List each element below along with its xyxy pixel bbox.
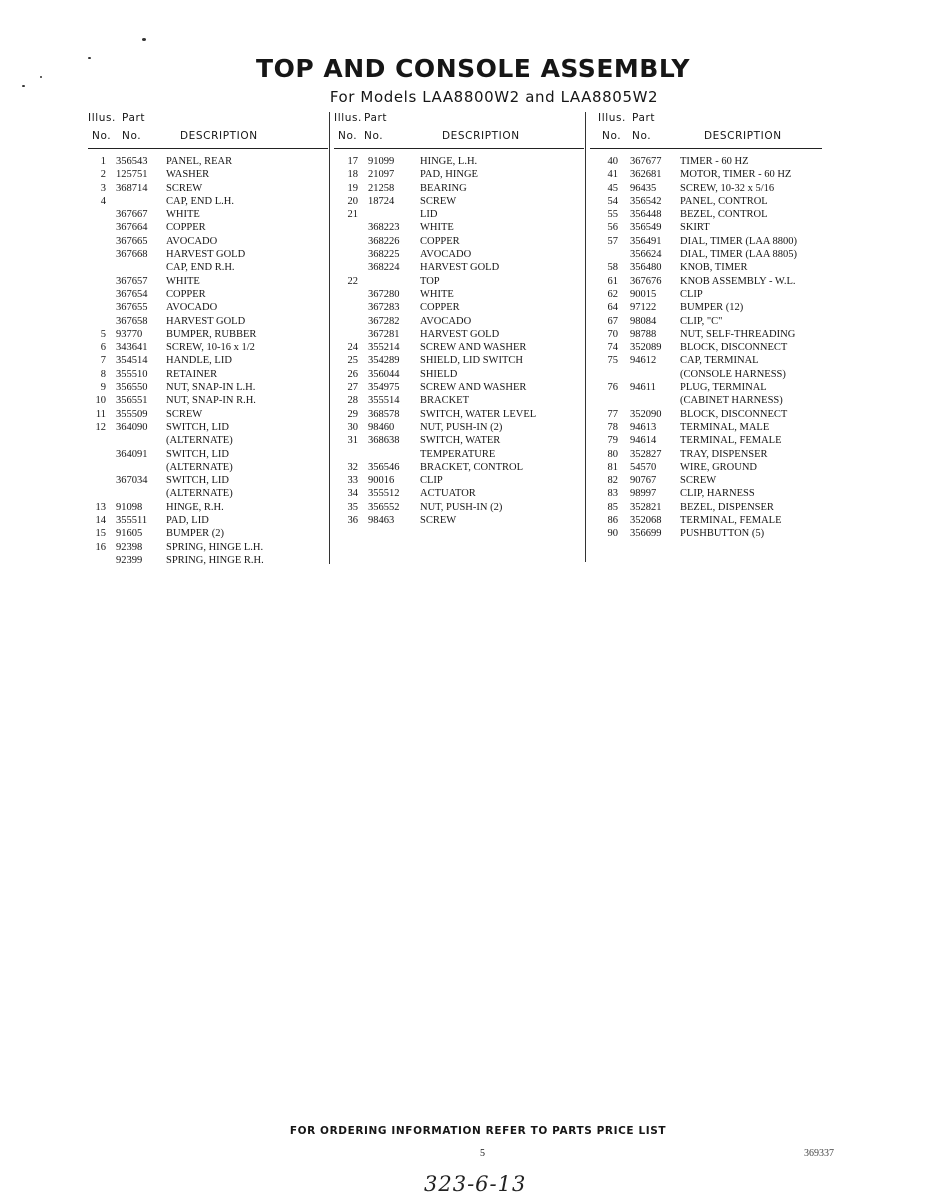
part-number: 94612 xyxy=(630,355,657,367)
part-number: 96435 xyxy=(630,182,657,194)
part-description: SHIELD xyxy=(420,368,458,380)
part-description: PAD, LID xyxy=(166,515,209,527)
part-number: 362681 xyxy=(630,169,662,181)
illus-number: 10 xyxy=(95,395,106,407)
illus-number: 81 xyxy=(607,461,618,473)
illus-number: 80 xyxy=(607,448,618,460)
part-number: 94614 xyxy=(630,435,657,447)
part-description: SWITCH, WATER LEVEL xyxy=(420,408,537,420)
part-description: DIAL, TIMER (LAA 8805) xyxy=(680,249,798,261)
page-number: 5 xyxy=(480,1148,485,1159)
illus-number: 5 xyxy=(100,328,106,340)
part-description: NUT, PUSH-IN (2) xyxy=(420,421,503,433)
part-header-bottom: No. xyxy=(364,130,384,142)
illus-number: 41 xyxy=(607,169,618,181)
part-number: 367654 xyxy=(116,288,148,300)
illus-number: 28 xyxy=(347,395,358,407)
illus-number: 18 xyxy=(347,169,358,181)
part-description: WASHER xyxy=(166,169,210,181)
part-number: 355510 xyxy=(116,368,148,380)
illus-number: 26 xyxy=(347,368,358,380)
illus-number: 85 xyxy=(607,501,618,513)
header-rule xyxy=(88,148,328,149)
part-number: 354514 xyxy=(116,355,148,367)
illus-number: 86 xyxy=(607,515,618,527)
illus-number: 56 xyxy=(607,222,618,234)
document-number: 369337 xyxy=(804,1148,834,1159)
part-description: NUT, SNAP-IN R.H. xyxy=(166,395,256,407)
part-description: SCREW xyxy=(420,195,457,207)
part-description: PANEL, REAR xyxy=(166,156,233,167)
part-description: TEMPERATURE xyxy=(420,448,496,460)
part-description: CLIP xyxy=(420,475,443,487)
part-number: 364091 xyxy=(116,448,148,460)
illus-number: 3 xyxy=(100,182,106,194)
illus-number: 58 xyxy=(607,262,618,274)
illus-number: 4 xyxy=(100,195,106,207)
part-header-top: Part xyxy=(364,112,388,124)
part-description: HINGE, R.H. xyxy=(166,501,224,513)
part-number: 356546 xyxy=(368,461,400,473)
part-description: TOP xyxy=(420,275,440,287)
illus-number: 25 xyxy=(347,355,358,367)
part-description: (CABINET HARNESS) xyxy=(680,395,783,407)
illus-number: 31 xyxy=(347,435,358,447)
part-number: 364090 xyxy=(116,421,148,433)
part-number: 367664 xyxy=(116,222,148,234)
illus-number: 77 xyxy=(607,408,618,420)
part-description: SWITCH, LID xyxy=(166,421,229,433)
part-description: BLOCK, DISCONNECT xyxy=(680,408,788,420)
illus-number: 11 xyxy=(95,408,106,420)
illus-number: 64 xyxy=(607,302,618,314)
part-header-bottom: No. xyxy=(122,130,142,142)
part-description: HARVEST GOLD xyxy=(166,249,246,261)
illus-number: 79 xyxy=(607,435,618,447)
part-number: 367034 xyxy=(116,475,148,487)
part-number: 352827 xyxy=(630,448,662,460)
part-number: 18724 xyxy=(368,195,395,207)
part-number: 367665 xyxy=(116,235,148,247)
part-description: WIRE, GROUND xyxy=(680,461,757,473)
part-description: (ALTERNATE) xyxy=(166,461,233,473)
part-description: SPRING, HINGE R.H. xyxy=(166,554,264,566)
scan-speck xyxy=(22,85,25,87)
part-number: 90015 xyxy=(630,288,657,300)
part-number: 21097 xyxy=(368,169,395,181)
part-description: SCREW xyxy=(680,475,717,487)
part-number: 355511 xyxy=(116,515,148,527)
illus-number: 62 xyxy=(607,288,618,300)
part-description: AVOCADO xyxy=(420,249,472,261)
part-number: 368225 xyxy=(368,249,400,261)
part-number: 356044 xyxy=(368,368,400,380)
part-number: 91099 xyxy=(368,156,395,167)
part-description: BRACKET xyxy=(420,395,470,407)
part-number: 367281 xyxy=(368,328,400,340)
part-number: 90016 xyxy=(368,475,395,487)
part-description: SKIRT xyxy=(680,222,710,234)
part-description: SWITCH, LID xyxy=(166,475,229,487)
description-header: DESCRIPTION xyxy=(180,130,258,142)
part-description: HARVEST GOLD xyxy=(166,315,246,327)
part-number: 368223 xyxy=(368,222,400,234)
part-number: 90767 xyxy=(630,475,657,487)
illus-number: 9 xyxy=(100,382,106,394)
part-description: SCREW xyxy=(166,182,203,194)
part-number: 91098 xyxy=(116,501,143,513)
part-description: (ALTERNATE) xyxy=(166,488,233,500)
header-rule xyxy=(334,148,584,149)
illus-number: 55 xyxy=(607,209,618,221)
illus-number: 22 xyxy=(347,275,358,287)
part-description: PAD, HINGE xyxy=(420,169,478,181)
illus-number: 76 xyxy=(607,382,618,394)
part-number: 355514 xyxy=(368,395,400,407)
part-number: 367668 xyxy=(116,249,148,261)
part-description: WHITE xyxy=(420,222,454,234)
part-description: LID xyxy=(420,209,438,221)
illus-number: 12 xyxy=(95,421,106,433)
part-number: 356542 xyxy=(630,195,662,207)
part-description: BEZEL, CONTROL xyxy=(680,209,768,221)
part-number: 356543 xyxy=(116,156,148,167)
part-number: 356480 xyxy=(630,262,662,274)
parts-column-2 xyxy=(334,112,584,527)
part-description: BUMPER (12) xyxy=(680,302,744,314)
part-description: SCREW xyxy=(166,408,203,420)
part-description: BUMPER (2) xyxy=(166,528,225,540)
part-number: 368714 xyxy=(116,182,148,194)
illus-header-bottom: No. xyxy=(338,130,358,142)
illus-header-top: Illus. xyxy=(598,112,626,124)
part-description: COPPER xyxy=(420,302,460,314)
part-description: COPPER xyxy=(420,235,460,247)
part-description: TERMINAL, FEMALE xyxy=(680,435,782,447)
illus-number: 2 xyxy=(100,169,106,181)
part-number: 356549 xyxy=(630,222,662,234)
part-number: 98788 xyxy=(630,328,657,340)
part-description: BUMPER, RUBBER xyxy=(166,328,257,340)
part-number: 94613 xyxy=(630,421,657,433)
part-number: 367677 xyxy=(630,156,662,167)
part-description: COPPER xyxy=(166,288,206,300)
part-description: NUT, SELF-THREADING xyxy=(680,328,796,340)
illus-number: 13 xyxy=(95,501,106,513)
parts-column-3 xyxy=(590,112,822,540)
part-description: TIMER - 60 HZ xyxy=(680,156,749,167)
part-number: 354975 xyxy=(368,382,400,394)
part-number: 356491 xyxy=(630,235,662,247)
part-description: DIAL, TIMER (LAA 8800) xyxy=(680,235,798,247)
part-description: HARVEST GOLD xyxy=(420,262,500,274)
part-description: CAP, TERMINAL xyxy=(680,355,759,367)
part-description: CLIP, "C" xyxy=(680,315,723,327)
part-description: BEARING xyxy=(420,182,467,194)
illus-number: 33 xyxy=(347,475,358,487)
part-number: 98084 xyxy=(630,315,657,327)
part-number: 367280 xyxy=(368,288,400,300)
part-number: 92399 xyxy=(116,554,143,566)
part-description: SCREW, 10-32 x 5/16 xyxy=(680,182,775,194)
illus-number: 29 xyxy=(347,408,358,420)
part-number: 356624 xyxy=(630,249,662,261)
illus-number: 74 xyxy=(607,342,618,354)
part-number: 356699 xyxy=(630,528,662,540)
part-description: AVOCADO xyxy=(166,235,218,247)
illus-number: 78 xyxy=(607,421,618,433)
part-description: KNOB ASSEMBLY - W.L. xyxy=(680,275,796,287)
part-description: SWITCH, LID xyxy=(166,448,229,460)
illus-number: 27 xyxy=(347,382,358,394)
part-description: HARVEST GOLD xyxy=(420,328,500,340)
part-number: 356551 xyxy=(116,395,148,407)
illus-number: 19 xyxy=(347,182,358,194)
part-number: 21258 xyxy=(368,182,395,194)
column-header xyxy=(590,112,822,148)
part-number: 98463 xyxy=(368,515,395,527)
part-description: BEZEL, DISPENSER xyxy=(680,501,774,513)
part-description: BRACKET, CONTROL xyxy=(420,461,524,473)
illus-number: 61 xyxy=(607,275,618,287)
illus-number: 35 xyxy=(347,501,358,513)
part-description: (ALTERNATE) xyxy=(166,435,233,447)
part-number: 92398 xyxy=(116,541,143,553)
part-description: PUSHBUTTON (5) xyxy=(680,528,765,540)
ordering-note: FOR ORDERING INFORMATION REFER TO PARTS PRICE LIST xyxy=(289,1125,667,1137)
illus-number: 15 xyxy=(95,528,106,540)
part-number: 367657 xyxy=(116,275,148,287)
part-description: HANDLE, LID xyxy=(166,355,232,367)
illus-number: 1 xyxy=(100,156,106,167)
illus-number: 34 xyxy=(347,488,358,500)
illus-number: 57 xyxy=(607,235,618,247)
illus-number: 70 xyxy=(607,328,618,340)
part-number: 367283 xyxy=(368,302,400,314)
part-description: CLIP, HARNESS xyxy=(680,488,755,500)
illus-header-bottom: No. xyxy=(602,130,622,142)
part-description: CAP, END L.H. xyxy=(166,195,234,207)
description-header: DESCRIPTION xyxy=(704,130,782,142)
part-description: BLOCK, DISCONNECT xyxy=(680,342,788,354)
part-header-top: Part xyxy=(632,112,656,124)
part-number: 367667 xyxy=(116,209,148,221)
part-number: 97122 xyxy=(630,302,657,314)
part-number: 352089 xyxy=(630,342,662,354)
illus-number: 30 xyxy=(347,421,358,433)
scan-speck xyxy=(40,76,42,78)
illus-number: 14 xyxy=(95,515,106,527)
part-description: PLUG, TERMINAL xyxy=(680,382,767,394)
column-header xyxy=(88,112,332,148)
part-number: 98997 xyxy=(630,488,657,500)
part-number: 355509 xyxy=(116,408,148,420)
illus-number: 82 xyxy=(607,475,618,487)
part-description: PANEL, CONTROL xyxy=(680,195,768,207)
scan-speck xyxy=(88,57,91,59)
part-number: 368578 xyxy=(368,408,400,420)
page-subtitle: For Models LAA8800W2 and LAA8805W2 xyxy=(329,88,659,106)
illus-number: 54 xyxy=(607,195,618,207)
part-description: WHITE xyxy=(420,288,454,300)
illus-number: 6 xyxy=(100,342,106,354)
part-description: (CONSOLE HARNESS) xyxy=(680,368,786,380)
part-number: 367658 xyxy=(116,315,148,327)
part-description: SCREW xyxy=(420,515,457,527)
header-rule xyxy=(590,148,822,149)
part-description: SHIELD, LID SWITCH xyxy=(420,355,523,367)
illus-number: 32 xyxy=(347,461,358,473)
part-number: 343641 xyxy=(116,342,148,354)
part-number: 367655 xyxy=(116,302,148,314)
illus-number: 20 xyxy=(347,195,358,207)
part-description: WHITE xyxy=(166,275,200,287)
part-description: RETAINER xyxy=(166,368,218,380)
scan-speck xyxy=(142,38,146,41)
illus-number: 67 xyxy=(607,315,618,327)
illus-number: 45 xyxy=(607,182,618,194)
part-description: SWITCH, WATER xyxy=(420,435,501,447)
column-divider-2 xyxy=(585,112,586,562)
part-description: AVOCADO xyxy=(166,302,218,314)
illus-number: 21 xyxy=(347,209,358,221)
part-number: 93770 xyxy=(116,328,143,340)
part-description: CLIP xyxy=(680,288,703,300)
illus-number: 16 xyxy=(95,541,106,553)
illus-number: 17 xyxy=(347,156,358,167)
parts-column-1 xyxy=(88,112,332,566)
part-number: 355214 xyxy=(368,342,400,354)
part-number: 98460 xyxy=(368,421,395,433)
part-description: SPRING, HINGE L.H. xyxy=(166,541,264,553)
part-number: 94611 xyxy=(630,382,656,394)
part-number: 368226 xyxy=(368,235,400,247)
description-header: DESCRIPTION xyxy=(442,130,520,142)
part-number: 367676 xyxy=(630,275,662,287)
part-description: SCREW AND WASHER xyxy=(420,342,527,354)
part-description: TERMINAL, FEMALE xyxy=(680,515,782,527)
illus-number: 83 xyxy=(607,488,618,500)
part-description: AVOCADO xyxy=(420,315,472,327)
part-description: NUT, SNAP-IN L.H. xyxy=(166,382,256,394)
part-description: TRAY, DISPENSER xyxy=(680,448,768,460)
part-description: SCREW AND WASHER xyxy=(420,382,527,394)
part-description: COPPER xyxy=(166,222,206,234)
part-number: 356550 xyxy=(116,382,148,394)
part-number: 367282 xyxy=(368,315,400,327)
part-number: 352090 xyxy=(630,408,662,420)
column-header xyxy=(334,112,584,148)
illus-number: 36 xyxy=(347,515,358,527)
part-number: 368224 xyxy=(368,262,400,274)
part-number: 125751 xyxy=(116,169,148,181)
page-title: TOP AND CONSOLE ASSEMBLY xyxy=(256,54,690,83)
illus-number: 7 xyxy=(100,355,106,367)
column-divider-1 xyxy=(329,112,330,564)
illus-header-top: Illus. xyxy=(334,112,362,124)
part-description: NUT, PUSH-IN (2) xyxy=(420,501,503,513)
part-number: 352068 xyxy=(630,515,662,527)
illus-number: 40 xyxy=(607,156,618,167)
part-description: MOTOR, TIMER - 60 HZ xyxy=(680,169,792,181)
part-number: 356448 xyxy=(630,209,662,221)
part-description: TERMINAL, MALE xyxy=(680,421,770,433)
part-number: 356552 xyxy=(368,501,400,513)
part-header-bottom: No. xyxy=(632,130,652,142)
illus-number: 75 xyxy=(607,355,618,367)
part-description: ACTUATOR xyxy=(420,488,476,500)
part-description: WHITE xyxy=(166,209,200,221)
part-number: 354289 xyxy=(368,355,400,367)
part-description: SCREW, 10-16 x 1/2 xyxy=(166,342,255,354)
illus-header-top: Illus. xyxy=(88,112,116,124)
part-number: 91605 xyxy=(116,528,143,540)
part-description: CAP, END R.H. xyxy=(166,262,235,274)
part-description: HINGE, L.H. xyxy=(420,156,478,167)
part-number: 368638 xyxy=(368,435,400,447)
illus-number: 24 xyxy=(347,342,358,354)
illus-number: 8 xyxy=(100,368,106,380)
handwritten-note: 323-6-13 xyxy=(424,1172,527,1196)
part-header-top: Part xyxy=(122,112,146,124)
illus-number: 90 xyxy=(607,528,618,540)
part-description: KNOB, TIMER xyxy=(680,262,748,274)
part-number: 352821 xyxy=(630,501,662,513)
part-number: 355512 xyxy=(368,488,400,500)
part-number: 54570 xyxy=(630,461,657,473)
illus-header-bottom: No. xyxy=(92,130,112,142)
